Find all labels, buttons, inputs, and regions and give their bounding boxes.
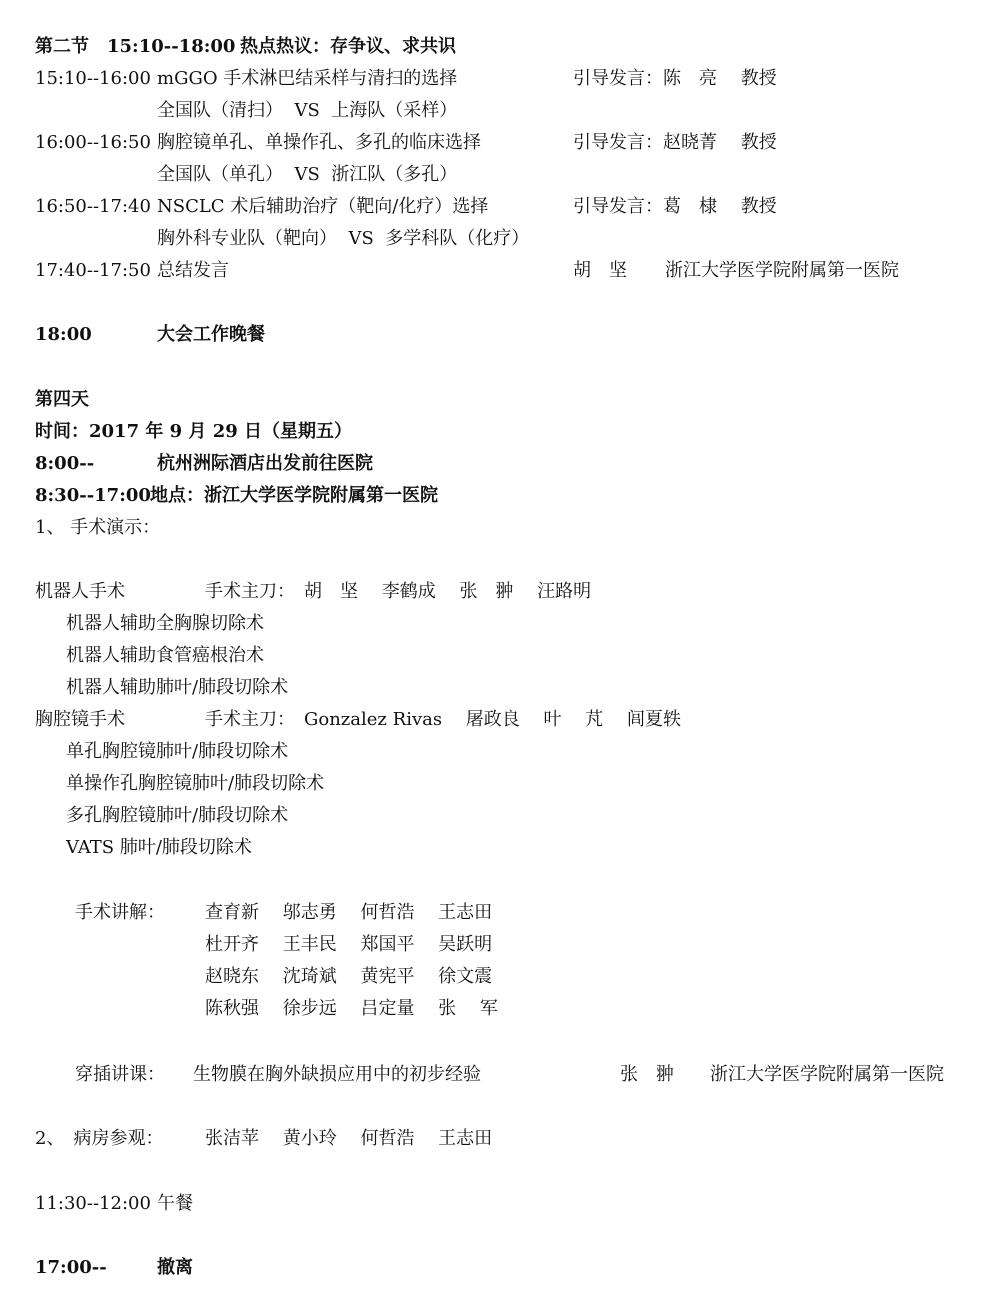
lunch-label: 午餐	[157, 1193, 193, 1214]
lecture-org: 浙江大学医学院附属第一医院	[710, 1064, 944, 1085]
session-guide: 引导发言：赵晓菁 教授	[573, 132, 777, 153]
summary-org: 浙江大学医学院附属第一医院	[665, 260, 899, 281]
venue-time: 8:30--17:00	[35, 485, 151, 506]
explain-names: 赵晓东 沈琦斌 黄宪平 徐文震	[205, 966, 493, 987]
session-time: 16:50--17:40	[35, 196, 151, 217]
robot-label: 机器人手术	[35, 581, 125, 602]
session-guide: 引导发言：陈 亮 教授	[573, 68, 777, 89]
session-topic: mGGO 手术淋巴结采样与清扫的选择	[157, 68, 458, 89]
summary-label: 总结发言	[157, 260, 229, 281]
session-debate: 胸外科专业队（靶向） VS 多学科队（化疗）	[157, 228, 530, 249]
ward-people: 张洁苹 黄小玲 何哲浩 王志田	[205, 1128, 493, 1149]
explain-label: 手术讲解：	[75, 902, 165, 923]
session-time: 16:00--16:50	[35, 132, 151, 153]
vats-label: 胸腔镜手术	[35, 709, 125, 730]
section-heading-time: 第二节 15:10--18:00	[35, 36, 236, 57]
leave-time: 17:00--	[35, 1257, 107, 1278]
session-guide: 引导发言：葛 棣 教授	[573, 196, 777, 217]
dinner-label: 大会工作晚餐	[157, 324, 265, 345]
summary-time: 17:40--17:50	[35, 260, 151, 281]
day-date: 时间：2017 年 9 月 29 日（星期五）	[35, 421, 353, 442]
lunch-time: 11:30--12:00	[35, 1193, 151, 1214]
explain-names: 陈秋强 徐步远 吕定量 张 军	[205, 998, 498, 1019]
session-topic: 胸腔镜单孔、单操作孔、多孔的临床选择	[157, 132, 481, 153]
vats-item: 多孔胸腔镜肺叶/肺段切除术	[66, 805, 289, 826]
lecture-topic: 生物膜在胸外缺损应用中的初步经验	[193, 1064, 481, 1085]
lecture-label: 穿插讲课：	[75, 1064, 165, 1085]
summary-speaker: 胡 坚	[573, 260, 627, 281]
day-title: 第四天	[35, 389, 89, 410]
section-heading-title: 热点热议：存争议、求共识	[240, 36, 456, 57]
session-debate: 全国队（清扫） VS 上海队（采样）	[157, 100, 458, 121]
dinner-time: 18:00	[35, 324, 92, 345]
lecture-speaker: 张 翀	[620, 1064, 674, 1085]
explain-names: 查育新 邬志勇 何哲浩 王志田	[205, 902, 493, 923]
vats-item: 单操作孔胸腔镜肺叶/肺段切除术	[66, 773, 325, 794]
session-debate: 全国队（单孔） VS 浙江队（多孔）	[157, 164, 458, 185]
depart-label: 杭州洲际酒店出发前往医院	[157, 453, 373, 474]
ward-label: 2、 病房参观：	[35, 1128, 164, 1149]
session-topic: NSCLC 术后辅助治疗（靶向/化疗）选择	[157, 196, 489, 217]
vats-item: 单孔胸腔镜肺叶/肺段切除术	[66, 741, 289, 762]
session-time: 15:10--16:00	[35, 68, 151, 89]
depart-time: 8:00--	[35, 453, 95, 474]
explain-names: 杜开齐 王丰民 郑国平 吴跃明	[205, 934, 493, 955]
vats-surgeons: 手术主刀： Gonzalez Rivas 屠政良 叶 芃 闾夏轶	[205, 709, 681, 730]
leave-label: 撤离	[157, 1257, 193, 1278]
robot-surgeons: 手术主刀： 胡 坚 李鹤成 张 翀 汪路明	[205, 581, 592, 602]
demo-heading: 1、 手术演示：	[35, 517, 161, 538]
robot-item: 机器人辅助全胸腺切除术	[66, 613, 264, 634]
robot-item: 机器人辅助肺叶/肺段切除术	[66, 677, 289, 698]
venue-label: 地点：浙江大学医学院附属第一医院	[150, 485, 438, 506]
robot-item: 机器人辅助食管癌根治术	[66, 645, 264, 666]
vats-item: VATS 肺叶/肺段切除术	[66, 837, 252, 858]
